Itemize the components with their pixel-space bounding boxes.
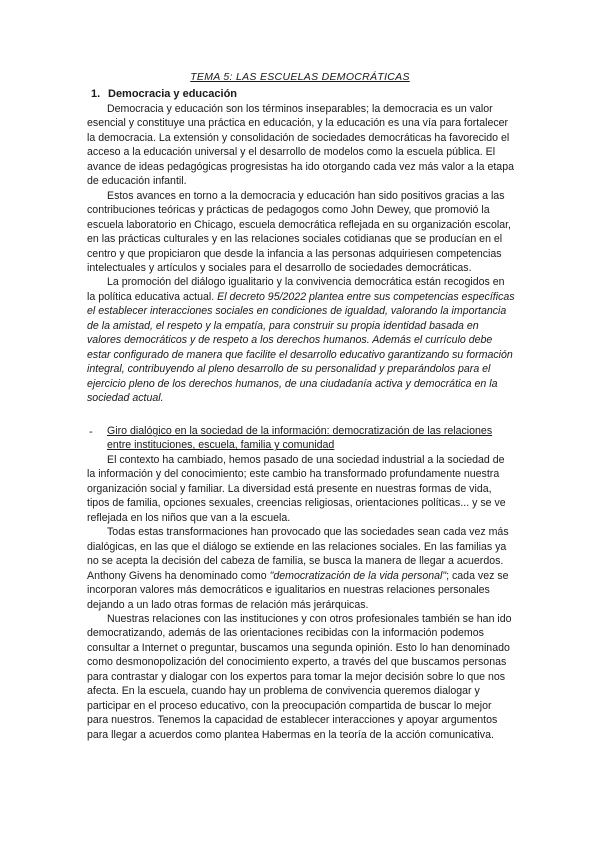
paragraph-mixed (87, 525, 515, 612)
section-heading-text: Democracia y educación (108, 88, 238, 100)
paragraph-mixed (87, 275, 515, 405)
paragraph-plain-text: Todas estas transformaciones han provocado que las sociedades sean cada vez más dialógicas, en las que el diálogo se extiende en las relaciones sociales. En las familias ya no se acepta la decisión del cabeza de familia, se busca la manera de llegar a acuerdos. Anthony Givens ha denominado como (87, 526, 509, 582)
page-title: TEMA 5: LAS ESCUELAS DEMOCRÁTICAS (190, 71, 410, 83)
paragraph (87, 453, 515, 525)
paragraph: Democracia y educación son los términos inseparables; la democracia es un valor esencial y constituye una práctica en educación, y la educación es una vía para fortalecer la democracia. La extensión y consolidación de sociedades democráticas ha favorecido el acceso a la educación universal y el desarrollo de modelos como la escuela pública. El avance de ideas pedagógicas progresistas ha ido otorgando cada vez más valor a la etapa de educación infantil. (87, 103, 514, 188)
section-heading (91, 88, 237, 100)
subsection-heading: Giro dialógico en la sociedad de la información: democratización de las relaciones entre instituciones, escuela, familia y comunidad (107, 425, 493, 452)
quoted-italic-text: "democratización de la vida personal" (269, 569, 447, 582)
section1-body (87, 102, 515, 406)
section2-body (87, 453, 515, 742)
paragraph: Estos avances en torno a la democracia y educación han sido positivos gracias a las contribuciones teóricas y prácticas de pedagogos como John Dewey, que promovió la escuela laboratorio en Chicago, escuela democrática reflejada en su organización escolar, en las prácticas culturales y en las relaciones sociales cotidianas que se producían en el centro y que propiciaron que desde la infancia a las personas adquiriesen competencias intelectuales y artículos y sociales para el desarrollo de sociedades democráticas. (87, 189, 512, 274)
paragraph: Nuestras relaciones con las instituciones y con otros profesionales también se han ido democratizando, además de las orientaciones recibidas con la información podemos consultar a Internet o preguntar, buscamos una segunda opinión. Esto lo han denominado como desmonopolización del conocimiento experto, a través del que buscamos personas para contrastar y dialogar con los expertos para tomar la mejor decisión sobre lo que nos afecta. En la escuela, cuando hay un problema de convivencia queremos dialogar y participar en el proceso educativo, con la preocupación compartida de buscar lo mejor para nuestros. Tenemos la capacidad de establecer interacciones y apoyar argumentos para llegar a acuerdos como plantea Habermas en la teoría de la acción comunicativa. (87, 612, 512, 741)
paragraph-plain-text: ; cada vez se incorporan valores más democráticos e igualitarios en nuestras relaciones personales dejando a un lado otras formas de relación más jerárquicas. (87, 569, 509, 611)
paragraph-italic-text: El decreto 95/2022 plantea entre sus competencias específicas el establecer interacciones sociales en condiciones de igualdad, valorando la importancia de la amistad, el respeto y la empatía, para construir su propia identidad basada en valores democráticos y de respeto a los derechos humanos. Además el currículo debe estar configurado de manera que facilite el desarrollo educativo garantizando su formación integral, contribuyendo al pleno desarrollo de su personalidad y preparándolos para el ejercicio pleno de los derechos humanos, de una ciudadanía activa y democrática en la sociedad actual. (87, 290, 515, 405)
section-number: 1. (91, 88, 101, 100)
paragraph-plain-text: La promoción del diálogo igualitario y la convivencia democrática están recogidos en la política educativa actual. (87, 276, 505, 303)
paragraph-text: El contexto ha cambiado, hemos pasado de una sociedad industrial a la sociedad de la información y del conocimiento; este cambio ha transformado profundamente nuestra organización social y familiar. La diversidad está presente en nuestras formas de vida, tipos de familia, opciones sexuales, creencias religiosas, orientaciones políticas... y se ve reflejada en los niños que van a la escuela. (87, 454, 506, 524)
bullet-dash: - (89, 426, 93, 438)
